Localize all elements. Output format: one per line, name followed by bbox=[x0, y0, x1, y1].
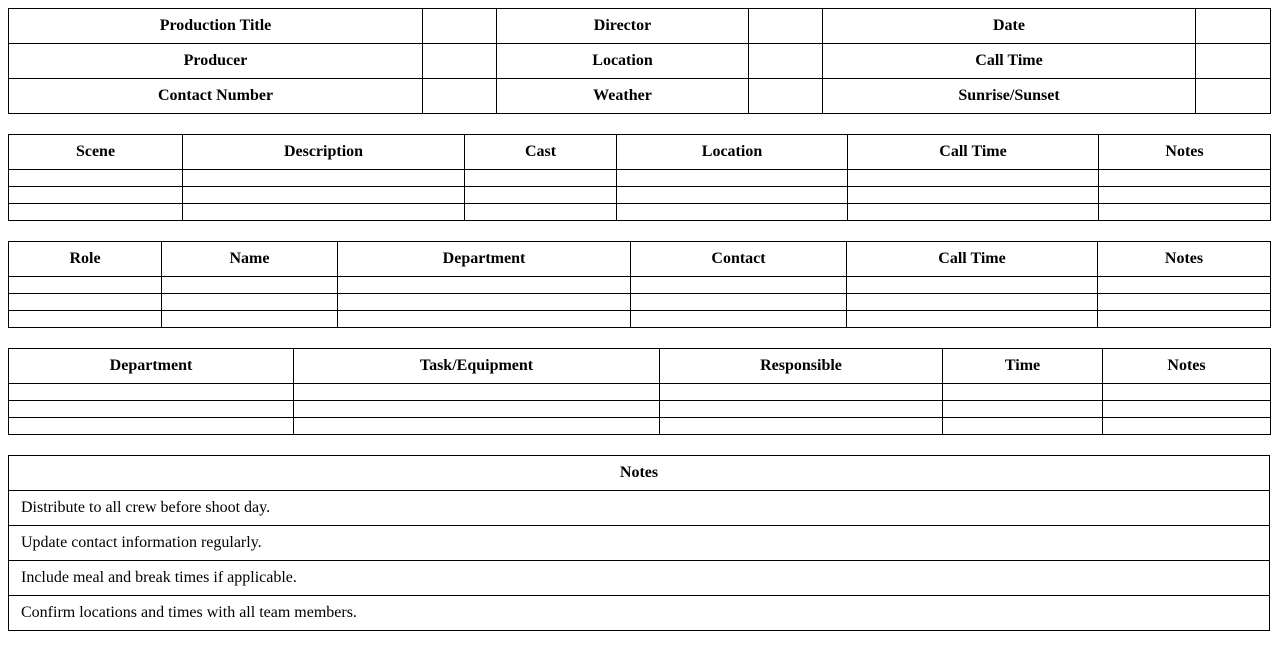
table-cell[interactable] bbox=[338, 277, 631, 294]
table-cell[interactable] bbox=[294, 384, 660, 401]
date-value[interactable] bbox=[1196, 9, 1271, 44]
table-cell[interactable] bbox=[847, 294, 1098, 311]
producer-value[interactable] bbox=[423, 44, 497, 79]
production-info-table bbox=[8, 8, 1271, 114]
responsible-header: Responsible bbox=[660, 349, 943, 384]
time-header: Time bbox=[943, 349, 1103, 384]
table-cell[interactable] bbox=[9, 384, 294, 401]
table-cell[interactable] bbox=[1099, 170, 1271, 187]
table-cell[interactable] bbox=[183, 204, 465, 221]
table-row bbox=[9, 418, 1271, 435]
table-cell[interactable] bbox=[660, 418, 943, 435]
table-cell[interactable] bbox=[465, 170, 617, 187]
table-cell[interactable] bbox=[943, 401, 1103, 418]
director-label: Director bbox=[497, 9, 749, 44]
note-row bbox=[9, 526, 1270, 561]
table-cell[interactable] bbox=[660, 401, 943, 418]
table-cell[interactable] bbox=[294, 418, 660, 435]
table-cell[interactable] bbox=[617, 204, 848, 221]
role-header: Role bbox=[9, 242, 162, 277]
table-cell[interactable] bbox=[1103, 418, 1271, 435]
note-text: Distribute to all crew before shoot day. bbox=[9, 491, 1270, 526]
notes-header: Notes bbox=[9, 456, 1270, 491]
contact-number-value[interactable] bbox=[423, 79, 497, 114]
table-cell[interactable] bbox=[162, 311, 338, 328]
table-cell[interactable] bbox=[465, 187, 617, 204]
location-value[interactable] bbox=[749, 44, 823, 79]
table-header-row bbox=[9, 135, 1271, 170]
scenes-table bbox=[8, 134, 1271, 221]
table-cell[interactable] bbox=[9, 187, 183, 204]
description-header: Description bbox=[183, 135, 465, 170]
task-equipment-header: Task/Equipment bbox=[294, 349, 660, 384]
table-cell[interactable] bbox=[9, 401, 294, 418]
call-time-header: Call Time bbox=[847, 242, 1098, 277]
table-header-row bbox=[9, 349, 1271, 384]
note-row bbox=[9, 596, 1270, 631]
table-cell[interactable] bbox=[847, 311, 1098, 328]
table-row bbox=[9, 401, 1271, 418]
table-cell[interactable] bbox=[943, 384, 1103, 401]
sunrise-sunset-value[interactable] bbox=[1196, 79, 1271, 114]
table-cell[interactable] bbox=[162, 294, 338, 311]
sunrise-sunset-label: Sunrise/Sunset bbox=[823, 79, 1196, 114]
weather-label: Weather bbox=[497, 79, 749, 114]
table-cell[interactable] bbox=[660, 384, 943, 401]
production-title-value[interactable] bbox=[423, 9, 497, 44]
contact-number-label: Contact Number bbox=[9, 79, 423, 114]
name-header: Name bbox=[162, 242, 338, 277]
table-cell[interactable] bbox=[1098, 294, 1271, 311]
producer-label: Producer bbox=[9, 44, 423, 79]
table-cell[interactable] bbox=[1099, 204, 1271, 221]
table-cell[interactable] bbox=[9, 418, 294, 435]
table-cell[interactable] bbox=[1103, 401, 1271, 418]
location-header: Location bbox=[617, 135, 848, 170]
table-cell[interactable] bbox=[943, 418, 1103, 435]
info-row bbox=[9, 79, 1271, 114]
department-header: Department bbox=[338, 242, 631, 277]
table-cell[interactable] bbox=[183, 170, 465, 187]
table-cell[interactable] bbox=[162, 277, 338, 294]
table-cell[interactable] bbox=[338, 311, 631, 328]
date-label: Date bbox=[823, 9, 1196, 44]
department-tasks-table bbox=[8, 348, 1271, 435]
notes-header: Notes bbox=[1103, 349, 1271, 384]
table-cell[interactable] bbox=[1098, 311, 1271, 328]
table-cell[interactable] bbox=[631, 277, 847, 294]
table-cell[interactable] bbox=[9, 204, 183, 221]
notes-header: Notes bbox=[1099, 135, 1271, 170]
table-cell[interactable] bbox=[617, 170, 848, 187]
table-cell[interactable] bbox=[9, 294, 162, 311]
table-cell[interactable] bbox=[338, 294, 631, 311]
note-row bbox=[9, 491, 1270, 526]
table-cell[interactable] bbox=[465, 204, 617, 221]
note-row bbox=[9, 561, 1270, 596]
table-row bbox=[9, 311, 1271, 328]
note-text: Update contact information regularly. bbox=[9, 526, 1270, 561]
cast-header: Cast bbox=[465, 135, 617, 170]
table-cell[interactable] bbox=[848, 204, 1099, 221]
call-time-value[interactable] bbox=[1196, 44, 1271, 79]
table-row bbox=[9, 204, 1271, 221]
crew-table bbox=[8, 241, 1271, 328]
table-row bbox=[9, 277, 1271, 294]
table-row bbox=[9, 294, 1271, 311]
director-value[interactable] bbox=[749, 9, 823, 44]
table-cell[interactable] bbox=[631, 311, 847, 328]
table-row bbox=[9, 187, 1271, 204]
scene-header: Scene bbox=[9, 135, 183, 170]
call-time-label: Call Time bbox=[823, 44, 1196, 79]
table-cell[interactable] bbox=[617, 187, 848, 204]
table-cell[interactable] bbox=[1103, 384, 1271, 401]
info-row bbox=[9, 44, 1271, 79]
table-cell[interactable] bbox=[183, 187, 465, 204]
table-cell[interactable] bbox=[294, 401, 660, 418]
table-row bbox=[9, 170, 1271, 187]
table-header-row bbox=[9, 242, 1271, 277]
table-cell[interactable] bbox=[847, 277, 1098, 294]
notes-header: Notes bbox=[1098, 242, 1271, 277]
notes-table bbox=[8, 455, 1270, 631]
call-time-header: Call Time bbox=[848, 135, 1099, 170]
location-label: Location bbox=[497, 44, 749, 79]
table-cell[interactable] bbox=[9, 277, 162, 294]
production-title-label: Production Title bbox=[9, 9, 423, 44]
table-cell[interactable] bbox=[631, 294, 847, 311]
table-header-row bbox=[9, 456, 1270, 491]
weather-value[interactable] bbox=[749, 79, 823, 114]
table-cell[interactable] bbox=[848, 187, 1099, 204]
info-row bbox=[9, 9, 1271, 44]
table-cell[interactable] bbox=[9, 311, 162, 328]
table-cell[interactable] bbox=[1099, 187, 1271, 204]
table-cell[interactable] bbox=[9, 170, 183, 187]
note-text: Include meal and break times if applicable. bbox=[9, 561, 1270, 596]
table-cell[interactable] bbox=[848, 170, 1099, 187]
table-row bbox=[9, 384, 1271, 401]
note-text: Confirm locations and times with all team members. bbox=[9, 596, 1270, 631]
table-cell[interactable] bbox=[1098, 277, 1271, 294]
department-header: Department bbox=[9, 349, 294, 384]
contact-header: Contact bbox=[631, 242, 847, 277]
